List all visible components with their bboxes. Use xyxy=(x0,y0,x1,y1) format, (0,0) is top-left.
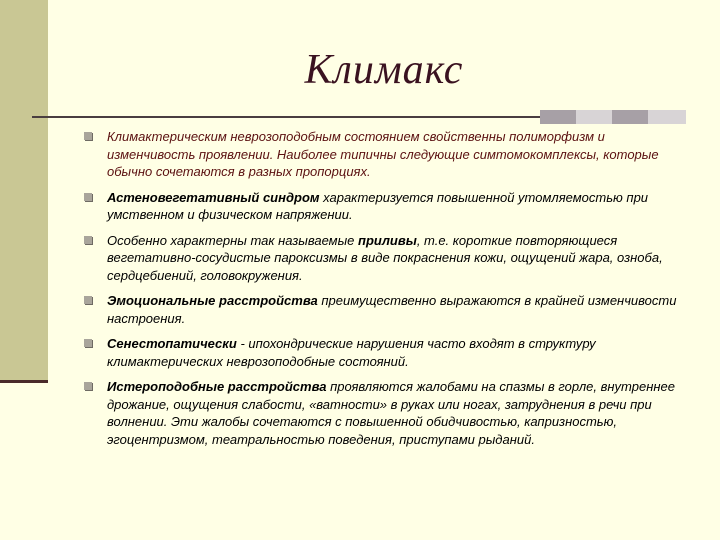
bullet-square-icon xyxy=(84,132,92,140)
bullet-text-before: Особенно характерны так называемые xyxy=(107,232,358,248)
bullet-text xyxy=(107,292,682,327)
bullet-item xyxy=(82,335,682,370)
title-divider xyxy=(32,116,542,118)
bullet-text xyxy=(107,189,682,224)
bullet-description: преимущественно выражаются в крайней изменчивости настроения. xyxy=(107,293,677,326)
bullet-term: Эмоциональные расстройства xyxy=(107,293,318,308)
left-bar-shadow xyxy=(0,380,48,383)
bullet-term: Астеновегетативный синдром xyxy=(107,189,320,205)
bullet-item xyxy=(82,292,682,327)
bullet-text-plain: Климактерическим неврозоподобным состоянием свойственны полиморфизм и изменчивость проявлении. Наиболее типичны следующие симтомокомплексы, которые обычно сочетаются в разных пропорциях. xyxy=(107,129,659,179)
bullet-text xyxy=(107,128,682,181)
bullet-square-icon xyxy=(84,382,92,390)
left-decorative-bar xyxy=(0,0,48,383)
bullet-term: приливы xyxy=(358,232,417,248)
bullet-square-icon xyxy=(84,296,92,304)
decor-square xyxy=(540,110,576,124)
decorative-squares xyxy=(540,110,686,124)
bullet-item xyxy=(82,189,682,224)
bullet-square-icon xyxy=(84,339,92,347)
bullet-item xyxy=(82,378,682,448)
bullet-description: характеризуется повышенной утомляемостью при умственном и физическом напряжении. xyxy=(107,189,649,222)
bullet-text xyxy=(107,378,682,448)
bullet-item xyxy=(82,128,682,181)
bullet-text xyxy=(107,232,682,285)
bullet-description: проявляются жалобами на спазмы в горле, внутреннее дрожание, ощущения слабости, «ватности» в руках или ногах, затруднения в речи при волнении. Эти жалобы сочетаются с повышенной обидчивостью, капризностью, эгоцентризмом, театральностью поведения, приступами рыданий. xyxy=(107,379,675,447)
bullet-text-after: , т.е. короткие повторяющиеся вегетативно-сосудистые пароксизмы в виде покраснения кожи, ощущений жара, озноба, сердцебиений, головокружения. xyxy=(107,232,663,283)
bullet-description: - ипохондрические нарушения часто входят в структуру климактерических неврозоподобные состояний. xyxy=(107,336,596,369)
bullet-term: Истероподобные расстройства xyxy=(107,379,327,394)
slide-title: Климакс xyxy=(304,47,464,93)
bullet-term: Сенестопатически xyxy=(107,336,237,351)
bullet-item xyxy=(82,232,682,285)
bullet-square-icon xyxy=(84,193,92,201)
bullet-text xyxy=(107,335,682,370)
decor-square xyxy=(576,110,612,124)
decor-square xyxy=(612,110,648,124)
bullet-list xyxy=(82,128,682,456)
decor-square xyxy=(648,110,686,124)
bullet-square-icon xyxy=(84,236,92,244)
